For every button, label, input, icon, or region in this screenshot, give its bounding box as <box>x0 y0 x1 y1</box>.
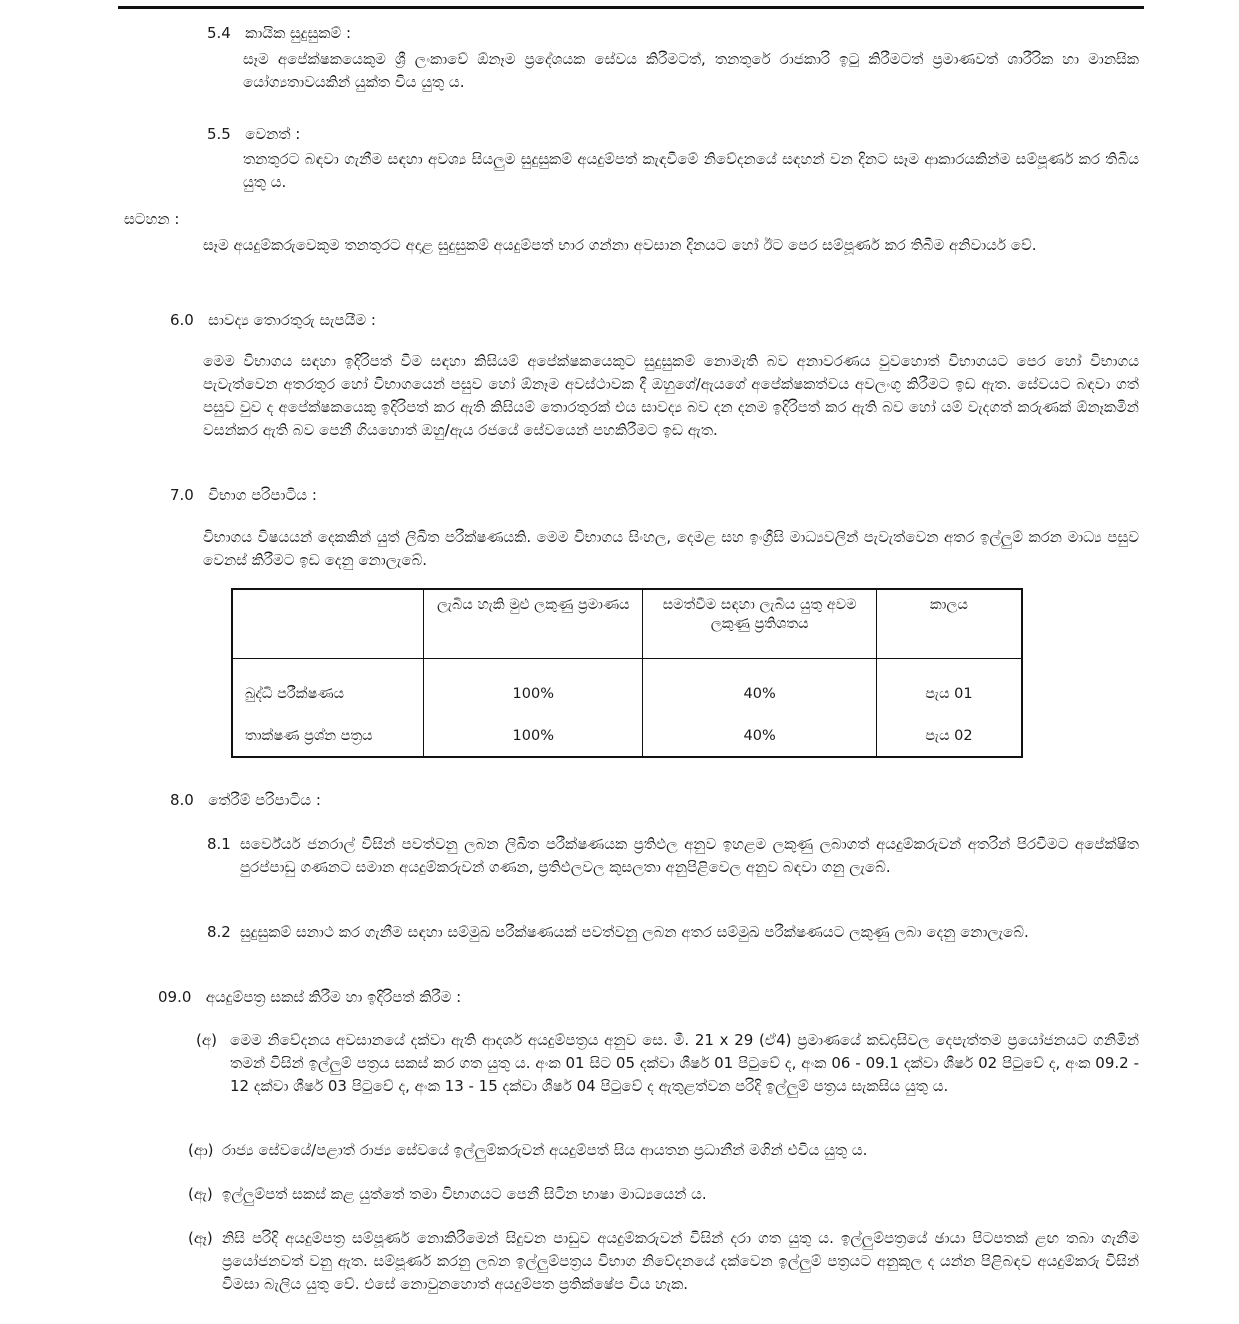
section-6-0-heading <box>170 309 376 332</box>
item-aee-marker: (ඈ) <box>188 1229 213 1247</box>
table-header-row <box>232 589 1022 659</box>
section-title: අයදුම්පත්‍ර සකස් කිරීම හා ඉදිරිපත් කිරීම : <box>205 988 462 1006</box>
item-aa-body: රාජ්‍ය සේවයේ/පළාත් රාජ්‍ය සේවයේ ඉල්ලුම්කරුවන් අයදුම්පත් සිය ආයතන ප්‍රධානීන් මගින් එවිය යුතු ය. <box>222 1141 868 1159</box>
section-title: කායික සුදුසුකම් : <box>245 24 352 42</box>
top-rule <box>118 6 1144 9</box>
section-8-2-number: 8.2 <box>207 923 231 941</box>
section-8-1-number: 8.1 <box>207 835 231 853</box>
section-number: 5.4 <box>207 24 231 42</box>
section-title: තේරීම් පරිපාටිය : <box>208 791 321 809</box>
section-5-4-body: සෑම අපේක්ෂකයෙකුම ශ්‍රී ලංකාවේ ඕනෑම ප්‍රදේශයක සේවය කිරීමටත්, තනතුරේ රාජකාරි ඉටු කිරීමටත් ප්‍රමාණවත් ශාරීරික හා මානසික යෝග්‍යතාවයකින් යුක්ත විය යුතු ය. <box>243 50 1139 91</box>
table-header-total-marks: ලැබිය හැකි මුළු ලකුණු ප්‍රමාණය <box>424 589 643 659</box>
exam-marks-table <box>231 588 1023 758</box>
table-header-pass-mark: සමත්වීම සඳහා ලැබිය යුතු අවම ලකුණු ප්‍රතිශතය <box>643 589 876 659</box>
item-ae-marker: (ඇ) <box>188 1185 213 1203</box>
section-5-5-body: තනතුරට බඳවා ගැනීම සඳහා අවශ්‍ය සියලුම සුදුසුකම් අයදුම්පත් කැඳවීමේ නිවේදනයේ සඳහන් වන දිනට සෑම ආකාරයකින්ම සම්පූර්ණ කර තිබිය යුතු ය. <box>243 150 1139 191</box>
section-number: 09.0 <box>158 988 192 1006</box>
table-cell-total-marks: 100% <box>424 659 643 716</box>
table-row <box>232 659 1022 716</box>
item-a-marker: (අ) <box>196 1031 217 1049</box>
table-cell-subject: තාක්ෂණ ප්‍රශ්න පත්‍රය <box>232 715 424 757</box>
table-header-duration: කාලය <box>876 589 1022 659</box>
section-number: 6.0 <box>170 311 194 329</box>
section-title: සාවද්‍ය තොරතුරු සැපයීම : <box>208 311 376 329</box>
section-title: විභාග පරිපාටිය : <box>208 486 317 504</box>
table-cell-total-marks: 100% <box>424 715 643 757</box>
table-cell-duration: පැය 02 <box>876 715 1022 757</box>
section-title: වෙනත් : <box>245 125 301 143</box>
table-cell-pass-mark: 40% <box>643 715 876 757</box>
item-a-body: මෙම නිවේදනය අවසානයේ දක්වා ඇති ආදර්ශ අයදුම්පත්‍රය අනුව සෙ. මී. 21 x 29 (ඒ4) ප්‍රමාණයේ කඩදාසිවල දෙපැත්තම ප්‍රයෝජනයට ගනිමින් තමන් විසින් ඉල්ලුම් පත්‍රය සකස් කර ගත යුතු ය. අංක 01 සිට 05 දක්වා ශීර්ෂ 01 පිටුවේ ද, අංක 06 - 09.1 දක්වා ශීර්ෂ 02 පිටුවේ ද, අංක 09.2 - 12 දක්වා ශීර්ෂ 03 පිටුවේ ද, අංක 13 - 15 දක්වා ශීර්ෂ 04 පිටුවේ ද ඇතුළත්වන පරිදි ඉල්ලුම් පත්‍රය සැකසිය යුතු ය. <box>230 1031 1139 1095</box>
table-cell-duration: පැය 01 <box>876 659 1022 716</box>
table-header-subject <box>232 589 424 659</box>
section-8-2-body: සුදුසුකම් සනාථ කර ගැනීම සඳහා සම්මුඛ පරීක්ෂණයක් පවත්වනු ලබන අතර සම්මුඛ පරීක්ෂණයට ලකුණු ලබා දෙනු නොලැබේ. <box>240 923 1029 941</box>
section-5-5-heading <box>207 123 300 146</box>
item-aa-marker: (ආ) <box>188 1141 214 1159</box>
item-ae-body: ඉල්ලුම්පත් සකස් කළ යුත්තේ තමා විභාගයට පෙනී සිටින භාෂා මාධ්‍යයෙන් ය. <box>222 1185 707 1203</box>
table-cell-subject: බුද්ධි පරීක්ෂණය <box>232 659 424 716</box>
section-9-0-heading <box>158 986 461 1009</box>
section-8-0-heading <box>170 789 321 812</box>
section-number: 8.0 <box>170 791 194 809</box>
section-7-0-heading <box>170 484 317 507</box>
section-number: 7.0 <box>170 486 194 504</box>
note-body: සෑම අයදුම්කරුවෙකුම තනතුරට අදාළ සුදුසුකම් අයදුම්පත් භාර ගන්නා අවසාන දිනයට හෝ ඊට පෙර සම්පූර්ණ කර තිබීම අනිවාර්ය වේ. <box>203 236 1037 254</box>
table-cell-pass-mark: 40% <box>643 659 876 716</box>
section-6-0-body: මෙම විභාගය සඳහා ඉදිරිපත් වීම සඳහා කිසියම් අපේක්ෂකයෙකුට සුදුසුකම් නොමැති බව අනාවරණය වුවහොත් විභාගයට පෙර හෝ විභාගය පැවැත්වෙන අතරතුර හෝ විභාගයෙන් පසුව හෝ ඕනෑම අවස්ථාවක දී ඔහුගේ/ඇයගේ අපේක්ෂකත්වය අවලංගු කිරීමට ඉඩ ඇත. සේවයට බඳවා ගත් පසුව වුව ද අපේක්ෂකයෙකු ඉදිරිපත් කර ඇති කිසියම් තොරතුරක් එය සාවද්‍ය බව දන දනම ඉදිරිපත් කර ඇති බව හෝ යම් වැදගත් කරුණක් ඕනෑකමින් වසන්කර ඇති බව පෙනී ගියහොත් ඔහු/ඇය රජයේ සේවයෙන් පහකිරීමට ඉඩ ඇත. <box>203 352 1139 439</box>
item-aee-body: නිසි පරිදි අයදුම්පත්‍ර සම්පූර්ණ නොකිරීමෙන් සිදුවන පාඩුව අයදුම්කරුවන් විසින් දරා ගත යුතු ය. ඉල්ලුම්පත්‍රයේ ඡායා පිටපතක් ළඟ තබා ගැනීම ප්‍රයෝජනවත් වනු ඇත. සම්පූර්ණ කරනු ලබන ඉල්ලුම්පත්‍රය විභාග නිවේදනයේ දක්වෙන ඉල්ලුම් පත්‍රයට අනුකූල ද යන්න පිළිබඳව අයදුම්කරු විසින් විමසා බැලිය යුතු වේ. එසේ නොවුනහොත් අයදුම්පත ප්‍රතික්ෂේප විය හැක. <box>222 1229 1139 1293</box>
section-5-4-heading <box>207 22 351 45</box>
table-row <box>232 715 1022 757</box>
note-heading: සටහන : <box>124 210 180 228</box>
section-7-0-body: විභාගය විෂයයන් දෙකකින් යුත් ලිඛිත පරීක්ෂණයකි. මෙම විභාගය සිංහල, දෙමළ සහ ඉංග්‍රීසි මාධ්‍යවලින් පැවැත්වෙන අතර ඉල්ලුම් කරන මාධ්‍ය පසුව වෙනස් කිරීමට ඉඩ දෙනු නොලැබේ. <box>203 528 1139 569</box>
section-8-1-body: සර්වේයර් ජනරාල් විසින් පවත්වනු ලබන ලිඛිත පරීක්ෂණයක ප්‍රතිඵල අනුව ඉහළම ලකුණු ලබාගත් අයදුම්කරුවන් අතරින් පිරවීමට අපේක්ෂිත පුරප්පාඩු ගණනට සමාන අයදුම්කරුවන් ගණන, ප්‍රතිඵලවල කුසලතා අනුපිළිවෙල අනුව බඳවා ගනු ලැබේ. <box>240 835 1139 876</box>
section-number: 5.5 <box>207 125 231 143</box>
